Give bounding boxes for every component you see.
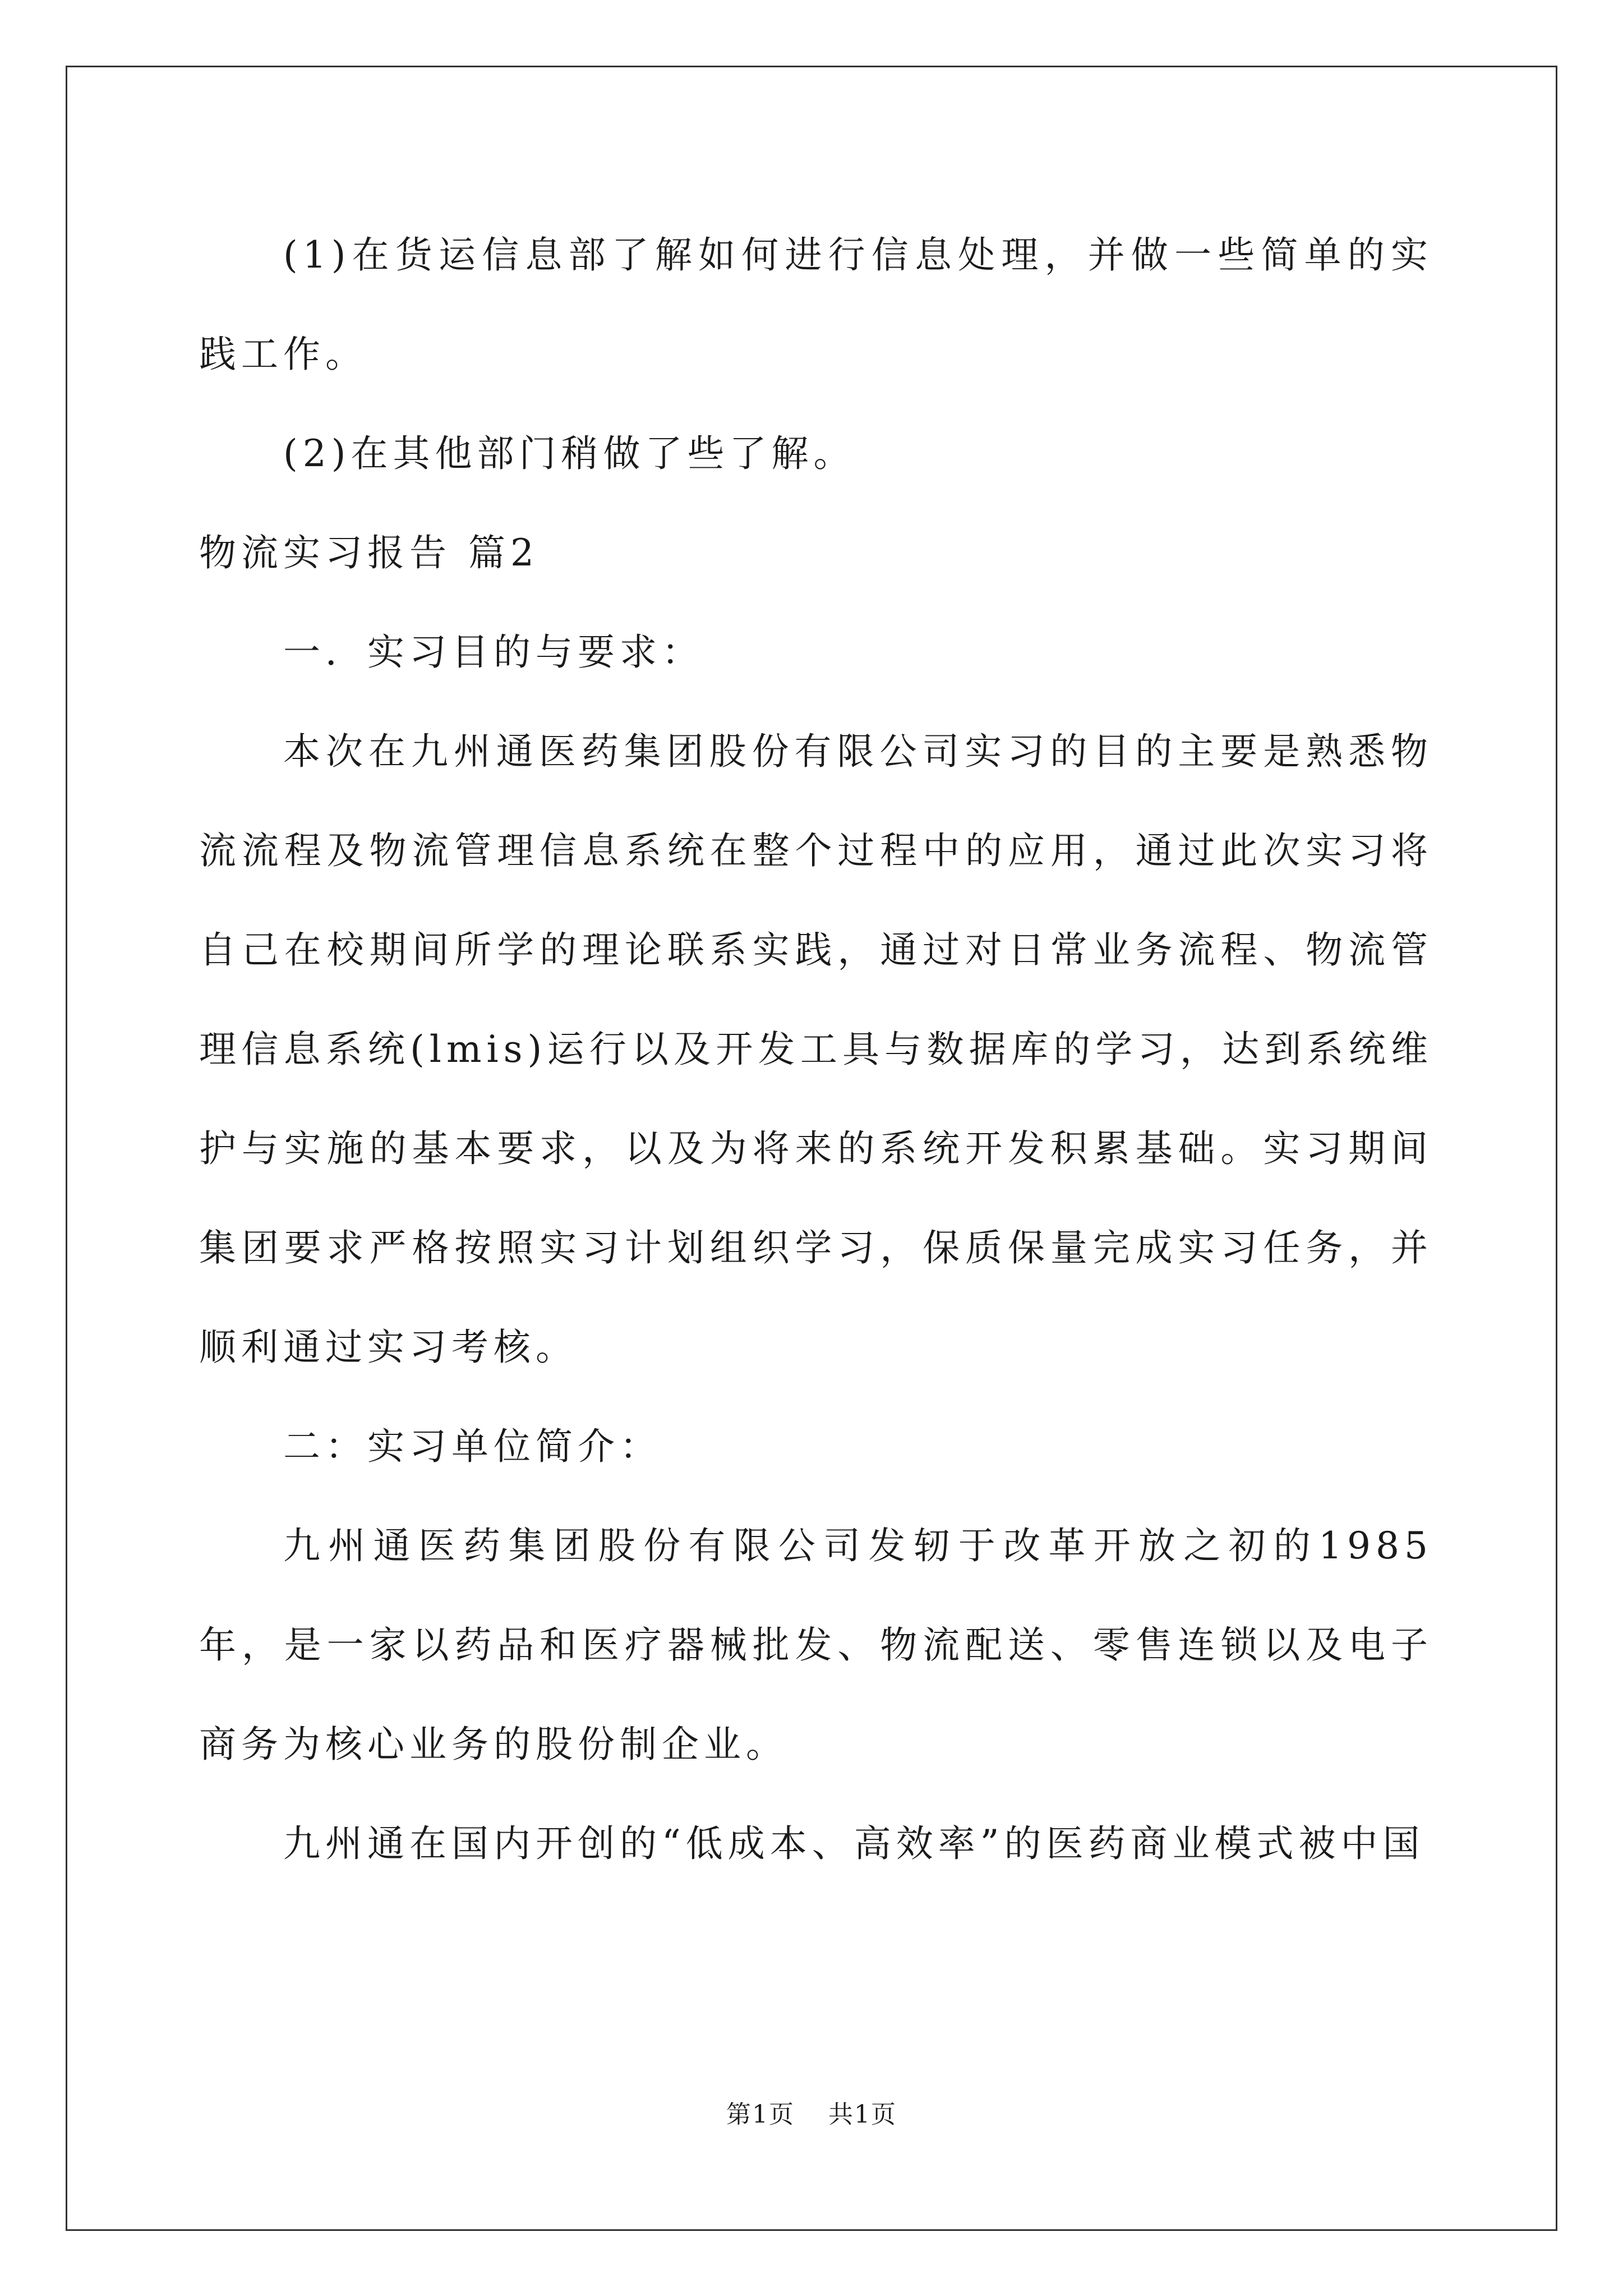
- page-number: 第1页: [726, 2100, 795, 2129]
- section-heading: 物流实习报告 篇2: [199, 531, 539, 574]
- subsection-heading: 一．实习目的与要求：: [283, 631, 704, 674]
- paragraph: 九州通在国内开创的“低成本、高效率”的医药商业模式被中国: [283, 1822, 1425, 1865]
- paragraph: (2)在其他部门稍做了些了解。: [283, 432, 856, 475]
- paragraph: (1)在货运信息部了解如何进行信息处理，并做一些简单的实践工作。: [199, 233, 1433, 376]
- paragraph: 九州通医药集团股份有限公司发轫于改革开放之初的1985年，是一家以药品和医疗器械批发、物流配送、零售连锁以及电子商务为核心业务的股份制企业。: [199, 1524, 1433, 1766]
- document-body: [199, 205, 1433, 1893]
- paragraph: 本次在九州通医药集团股份有限公司实习的目的主要是熟悉物流流程及物流管理信息系统在整个过程中的应用，通过此次实习将自己在校期间所学的理论联系实践，通过对日常业务流程、物流管理信息系统(lmis)运行以及开发工具与数据库的学习，达到系统维护与实施的基本要求，以及为将来的系统开发积累基础。实习期间集团要求严格按照实习计划组织学习，保质保量完成实习任务，并顺利通过实习考核。: [199, 730, 1433, 1369]
- page-footer: [0, 2094, 1623, 2130]
- page-total: 共1页: [828, 2100, 897, 2129]
- subsection-heading: 二：实习单位简介：: [283, 1425, 662, 1468]
